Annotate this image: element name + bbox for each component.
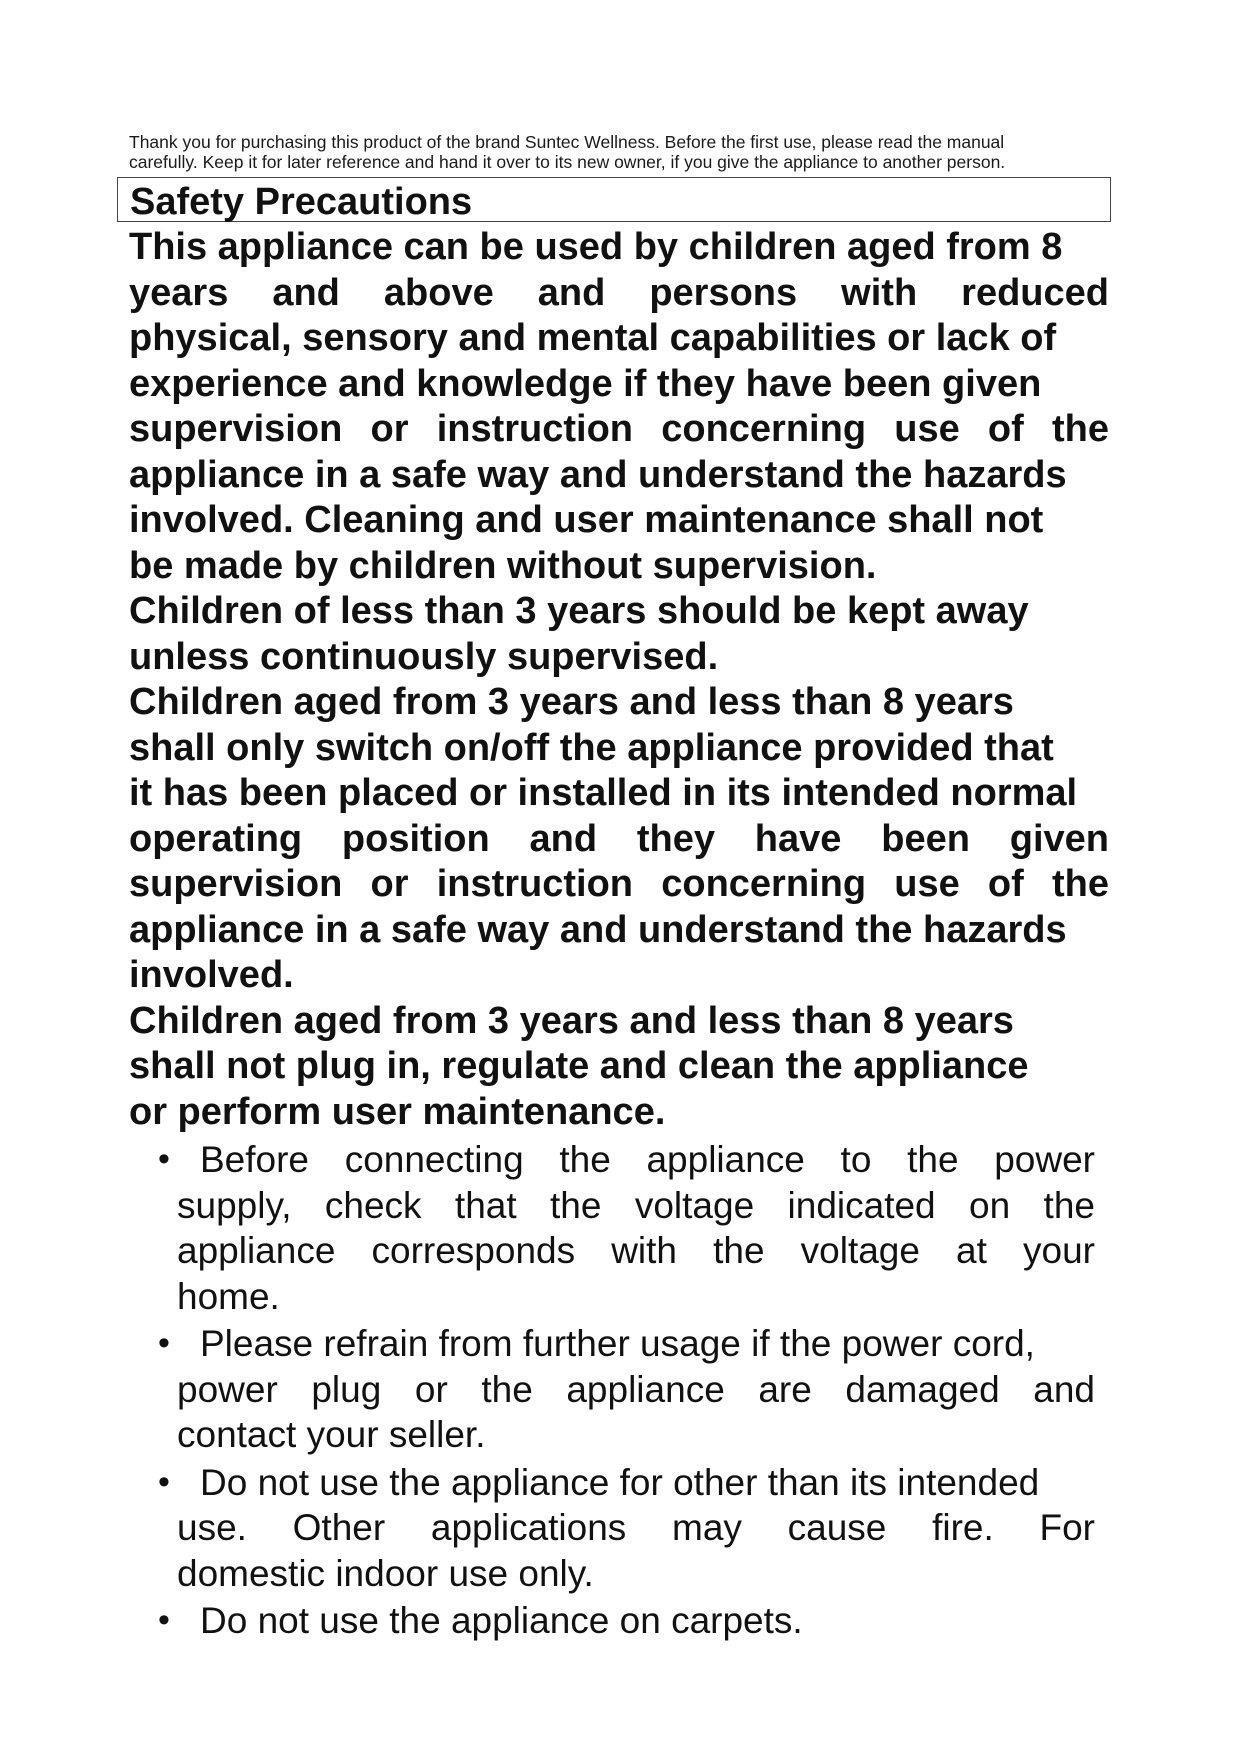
text-line: or perform user maintenance. (129, 1090, 666, 1133)
warning-paragraph (129, 225, 1109, 589)
text-line: shall only switch on/off the appliance provided that (129, 726, 1054, 769)
text-line: appliance in a safe way and understand the hazards (129, 453, 1067, 496)
text-line: domestic indoor use only. (177, 1552, 594, 1594)
text-line: Children aged from 3 years and less than 8 years (129, 681, 1014, 723)
list-item (0, 1137, 1241, 1319)
intro-line: carefully. Keep it for later reference and hand it over to its new owner, if you give the appliance to another person. (129, 152, 1006, 172)
safety-bullet-list (0, 1137, 1241, 1644)
text-line: appliance in a safe way and understand the hazards (129, 908, 1067, 951)
text-line: use. Other applications may cause fire. For (177, 1507, 1095, 1548)
text-line: Before connecting the appliance to the power (200, 1139, 1095, 1180)
text-line: years and above and persons with reduced (129, 271, 1109, 314)
text-line: Children aged from 3 years and less than 8 years (129, 999, 1014, 1042)
text-line: Do not use the appliance for other than its intended (200, 1461, 1040, 1503)
text-line: Do not use the appliance on carpets. (200, 1600, 803, 1641)
text-line: home. (177, 1275, 280, 1317)
list-item (0, 1460, 1241, 1597)
text-line: Please refrain from further usage if the power cord, (200, 1323, 1035, 1364)
text-line: This appliance can be used by children aged from 8 (129, 226, 1063, 268)
warning-paragraph (129, 999, 1109, 1136)
section-title: Safety Precautions (130, 181, 473, 223)
safety-warnings (129, 225, 1109, 1135)
text-line: involved. Cleaning and user maintenance shall not (129, 499, 1044, 541)
bullet-icon: • (158, 1462, 170, 1501)
list-item (0, 1598, 1241, 1644)
text-line: supervision or instruction concerning use of the (129, 863, 1109, 905)
text-line: involved. (129, 954, 294, 996)
intro-line: Thank you for purchasing this product of the brand Suntec Wellness. Before the first use, please read the manual (129, 132, 1005, 152)
warning-paragraph (129, 680, 1109, 999)
text-line: operating position and they have been given (129, 817, 1109, 860)
text-line: shall not plug in, regulate and clean the appliance (129, 1045, 1029, 1087)
text-line: it has been placed or installed in its intended normal (129, 772, 1078, 814)
text-line: Children of less than 3 years should be kept away (129, 590, 1029, 632)
warning-paragraph (129, 589, 1109, 680)
text-line: contact your seller. (177, 1414, 486, 1455)
text-line: physical, sensory and mental capabilities or lack of (129, 317, 1057, 359)
bullet-icon: • (158, 1324, 170, 1362)
text-line: experience and knowledge if they have been given (129, 362, 1042, 405)
bullet-icon: • (158, 1140, 170, 1178)
list-item (0, 1321, 1241, 1458)
text-line: supply, check that the voltage indicated on the (177, 1184, 1095, 1226)
text-line: be made by children without supervision. (129, 544, 877, 587)
intro-text (129, 132, 1119, 172)
text-line: appliance corresponds with the voltage at your (177, 1230, 1095, 1271)
text-line: supervision or instruction concerning use of the (129, 408, 1109, 450)
bullet-icon: • (158, 1601, 170, 1639)
section-title-box (117, 177, 1111, 222)
text-line: unless continuously supervised. (129, 635, 719, 678)
text-line: power plug or the appliance are damaged and (177, 1368, 1095, 1410)
